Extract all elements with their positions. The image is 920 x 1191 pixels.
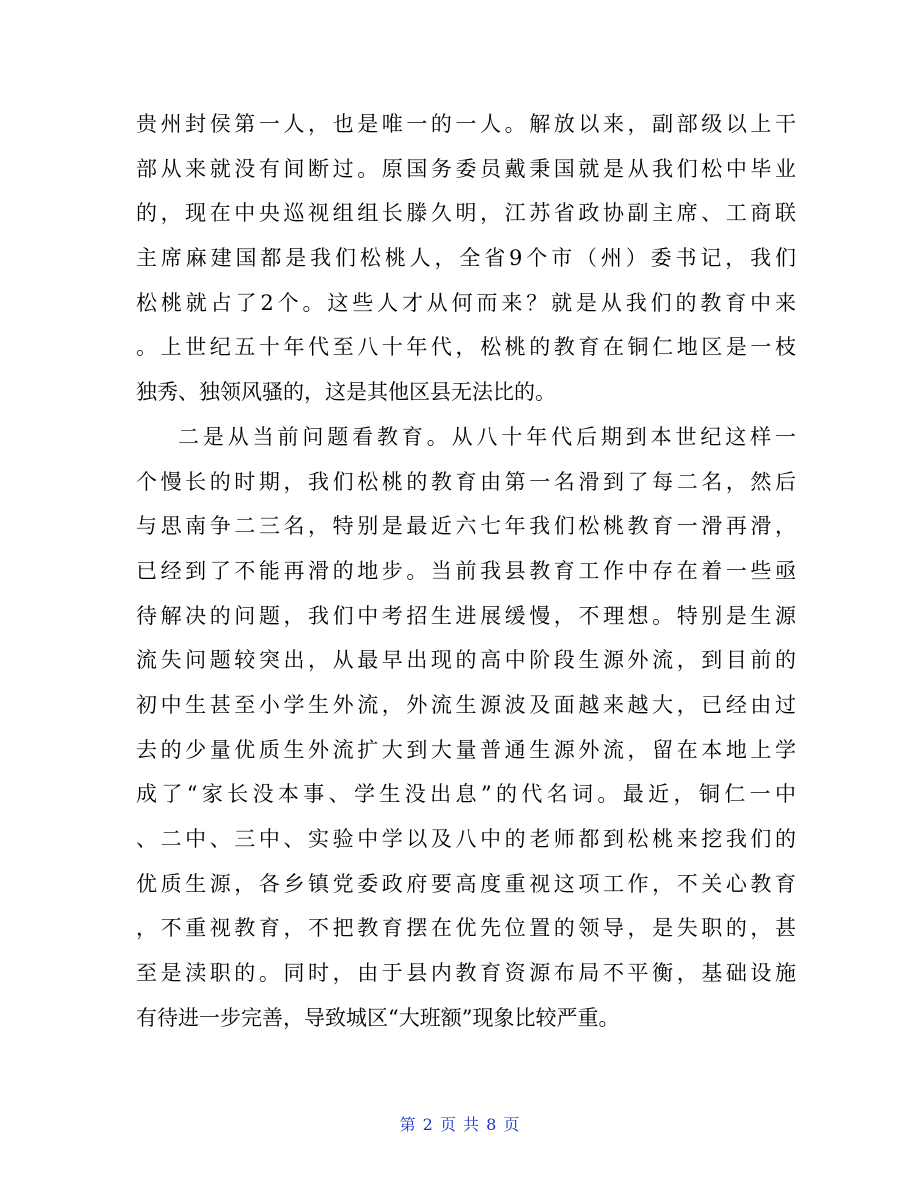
text-line: 去的少量优质生外流扩大到大量普通生源外流，留在本地上学 <box>136 737 796 762</box>
text-line: 松桃就占了2个。这些人才从何而来？就是从我们的教育中来 <box>136 290 796 315</box>
text-line: 部从来就没有间断过。原国务委员戴秉国就是从我们松中毕业 <box>136 156 796 181</box>
text-line: 流失问题较突出，从最早出现的高中阶段生源外流，到目前的 <box>136 648 796 673</box>
text-line: 与思南争二三名，特别是最近六七年我们松桃教育一滑再滑， <box>136 514 796 539</box>
paragraph-2 <box>136 415 796 1041</box>
text-line: ，不重视教育，不把教育摆在优先位置的领导，是失职的，甚 <box>136 916 796 941</box>
text-line: 独秀、独领风骚的，这是其他区县无法比的。 <box>136 380 556 405</box>
text-line: 的，现在中央巡视组组长滕久明，江苏省政协副主席、工商联 <box>136 201 796 226</box>
text-line: 贵州封侯第一人，也是唯一的一人。解放以来，副部级以上干 <box>136 112 796 136</box>
text-line: 二是从当前问题看教育。从八十年代后期到本世纪这样一 <box>178 424 796 449</box>
text-line: 个慢长的时期，我们松桃的教育由第一名滑到了每二名，然后 <box>136 469 796 494</box>
paragraph-1 <box>136 102 796 415</box>
page-number-footer: 第 2 页 共 8 页 <box>399 1115 521 1134</box>
text-line: 、二中、三中、实验中学以及八中的老师都到松桃来挖我们的 <box>136 827 796 851</box>
text-line: 成了“家长没本事、学生没出息”的代名词。最近，铜仁一中 <box>136 782 796 807</box>
text-line: 主席麻建国都是我们松桃人，全省9个市（州）委书记，我们 <box>136 246 796 271</box>
text-line: 。上世纪五十年代至八十年代，松桃的教育在铜仁地区是一枝 <box>136 335 796 360</box>
text-line: 待解决的问题，我们中考招生进展缓慢，不理想。特别是生源 <box>136 603 796 628</box>
text-line: 至是渎职的。同时，由于县内教育资源布局不平衡，基础设施 <box>136 961 796 986</box>
text-line: 优质生源，各乡镇党委政府要高度重视这项工作，不关心教育 <box>136 871 796 896</box>
document-body <box>136 102 796 1040</box>
text-line: 有待进一步完善，导致城区“大班额”现象比较严重。 <box>136 1005 620 1030</box>
text-line: 初中生甚至小学生外流，外流生源波及面越来越大，已经由过 <box>136 692 796 717</box>
text-line: 已经到了不能再滑的地步。当前我县教育工作中存在着一些亟 <box>136 558 796 583</box>
